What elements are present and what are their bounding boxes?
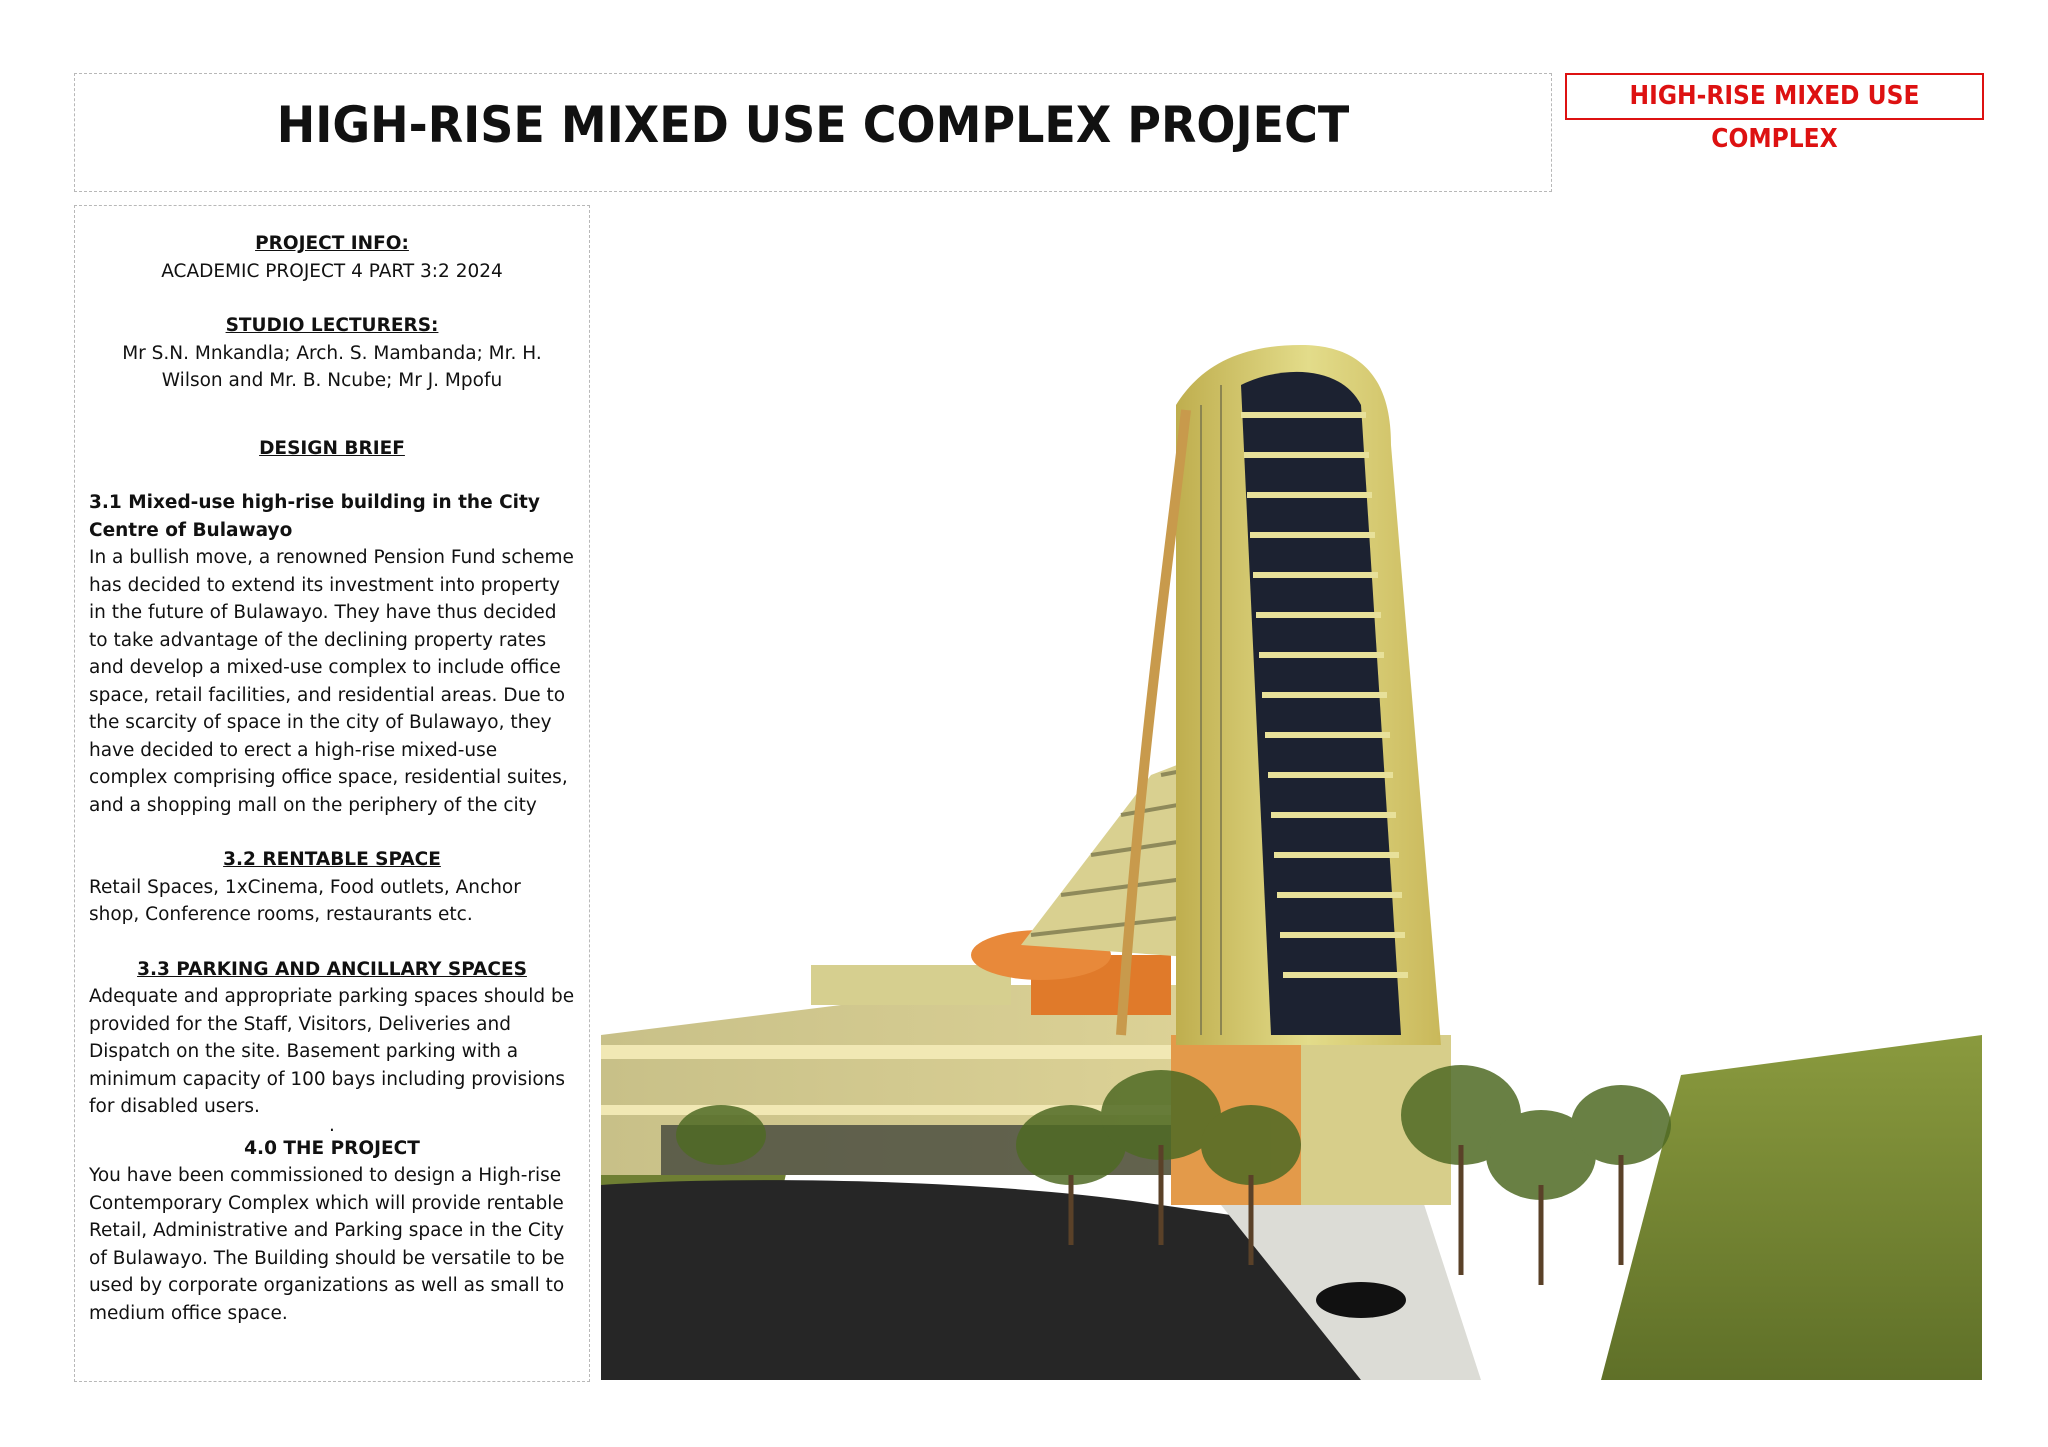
title-box — [74, 73, 1552, 192]
section-3-3-title: 3.3 PARKING AND ANCILLARY SPACES — [137, 958, 527, 980]
lecturers-line-2: Wilson and Mr. B. Ncube; Mr J. Mpofu — [161, 370, 503, 391]
section-3-1-title: 3.1 Mixed-use high-rise building in the City Centre of Bulawayo — [89, 492, 540, 541]
page-title: HIGH-RISE MIXED USE COMPLEX PROJECT — [276, 96, 1350, 154]
section-4-0-body: You have been commissioned to design a High-rise Contemporary Complex which will provide rentable Retail, Administrative and Parking space in the City of Bulawayo. The Building should be versatile to be used by corporate organizations as well as small to medium office space. — [89, 1165, 565, 1324]
section-3-2-title: 3.2 RENTABLE SPACE — [223, 849, 441, 870]
section-4-0-title: 4.0 THE PROJECT — [244, 1137, 420, 1159]
section-3-2-body: Retail Spaces, 1xCinema, Food outlets, Anchor shop, Conference rooms, restaurants etc. — [89, 876, 521, 925]
car — [1316, 1282, 1406, 1318]
lawn-right — [1601, 1035, 1982, 1380]
lecturers-line-1: Mr S.N. Mnkandla; Arch. S. Mambanda; Mr. H. — [122, 342, 542, 364]
section-3-3-body: Adequate and appropriate parking spaces should be provided for the Staff, Visitors, Deliveries and Dispatch on the site. Basement parking with a minimum capacity of 100 bays including provisions for disabled users. — [89, 986, 575, 1117]
project-tag — [1565, 73, 1984, 154]
building-render-image — [601, 345, 1982, 1380]
building-render-illustration — [601, 345, 1982, 1380]
design-brief-heading: DESIGN BRIEF — [259, 437, 405, 459]
studio-lecturers-heading: STUDIO LECTURERS: — [225, 315, 439, 336]
info-panel — [74, 205, 590, 1382]
stray-dot: . — [329, 1114, 335, 1136]
project-tag-label: HIGH-RISE MIXED USE COMPLEX — [1629, 81, 1920, 154]
project-info-text: ACADEMIC PROJECT 4 PART 3:2 2024 — [161, 260, 503, 282]
project-info-heading: PROJECT INFO: — [255, 233, 409, 254]
section-3-1-body: In a bullish move, a renowned Pension Fund scheme has decided to extend its investment into property in the future of Bulawayo. They have thus decided to take advantage of the declining property rates and develop a mixed-use complex to include office space, retail facilities, and residential areas. Due to the scarcity of space in the city of Bulawayo, they have decided to erect a high-rise mixed-use complex comprising office space, residential suites, and a shopping mall on the periphery of the city — [89, 547, 574, 816]
